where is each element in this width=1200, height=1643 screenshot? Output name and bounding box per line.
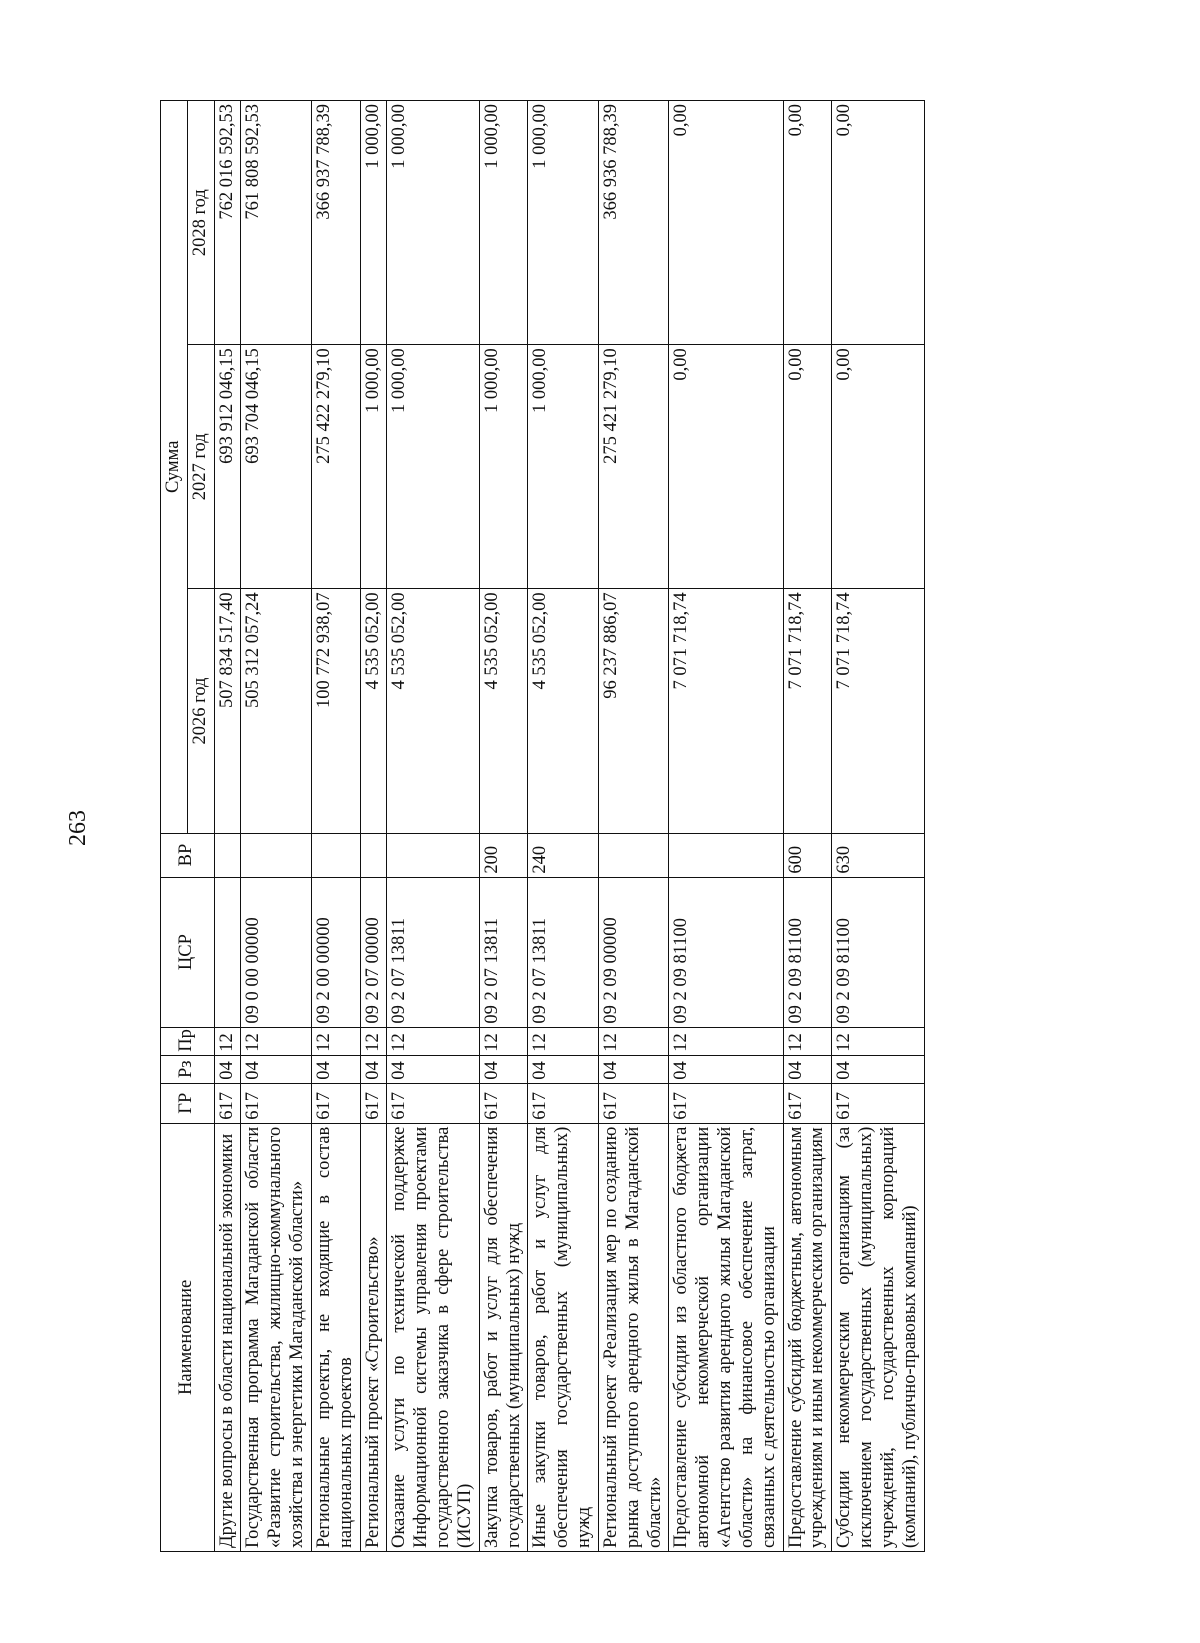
row-sum-2028: 366 937 788,39	[311, 101, 360, 345]
header-sum: Сумма	[161, 101, 188, 834]
row-vr	[214, 833, 241, 877]
page-number: 263	[65, 810, 91, 846]
row-sum-2026: 96 237 886,07	[598, 589, 668, 833]
row-vr: 200	[479, 833, 528, 877]
row-rz: 04	[214, 1055, 241, 1083]
row-csr	[214, 877, 241, 1027]
row-name: Субсидии некоммерческим организациям (за исключением государственных (муниципальных) учреждений, государственных корпораций (компаний), публично-правовых компаний)	[832, 1123, 924, 1551]
table-row	[479, 101, 528, 1552]
row-sum-2027: 0,00	[783, 345, 832, 589]
row-rz: 04	[387, 1055, 479, 1083]
row-csr: 09 2 09 81100	[669, 877, 783, 1027]
row-sum-2027: 1 000,00	[528, 345, 598, 589]
row-sum-2028: 1 000,00	[360, 101, 387, 345]
table-row	[214, 101, 241, 1552]
row-vr	[387, 833, 479, 877]
row-gr: 617	[214, 1083, 241, 1123]
header-rz: Рз	[161, 1055, 215, 1083]
header-year-2027: 2027 год	[187, 345, 214, 589]
budget-table	[160, 100, 925, 1552]
header-year-2028: 2028 год	[187, 101, 214, 345]
row-rz: 04	[783, 1055, 832, 1083]
row-gr: 617	[783, 1083, 832, 1123]
row-sum-2028: 0,00	[783, 101, 832, 345]
table-row	[669, 101, 783, 1552]
row-sum-2028: 0,00	[832, 101, 924, 345]
row-sum-2028: 1 000,00	[528, 101, 598, 345]
table-body	[214, 101, 924, 1552]
table-header	[161, 101, 215, 1552]
row-pr: 12	[783, 1027, 832, 1055]
row-vr: 630	[832, 833, 924, 877]
header-year-2026: 2026 год	[187, 589, 214, 833]
row-sum-2026: 4 535 052,00	[528, 589, 598, 833]
row-csr: 09 2 09 81100	[783, 877, 832, 1027]
row-rz: 04	[598, 1055, 668, 1083]
row-sum-2026: 507 834 517,40	[214, 589, 241, 833]
row-sum-2027: 1 000,00	[360, 345, 387, 589]
row-pr: 12	[241, 1027, 311, 1055]
row-sum-2026: 4 535 052,00	[360, 589, 387, 833]
row-gr: 617	[387, 1083, 479, 1123]
row-gr: 617	[669, 1083, 783, 1123]
row-sum-2026: 7 071 718,74	[832, 589, 924, 833]
table-row	[360, 101, 387, 1552]
row-pr: 12	[387, 1027, 479, 1055]
row-sum-2028: 0,00	[669, 101, 783, 345]
row-vr	[360, 833, 387, 877]
row-name: Другие вопросы в области национальной экономики	[214, 1123, 241, 1551]
row-vr	[311, 833, 360, 877]
row-rz: 04	[360, 1055, 387, 1083]
table-row	[311, 101, 360, 1552]
row-gr: 617	[479, 1083, 528, 1123]
row-sum-2026: 505 312 057,24	[241, 589, 311, 833]
row-vr	[598, 833, 668, 877]
row-rz: 04	[669, 1055, 783, 1083]
row-csr: 09 2 09 00000	[598, 877, 668, 1027]
row-vr: 600	[783, 833, 832, 877]
budget-table-container	[160, 100, 996, 1552]
table-row	[387, 101, 479, 1552]
header-gr: ГР	[161, 1083, 215, 1123]
row-sum-2027: 0,00	[669, 345, 783, 589]
table-row	[832, 101, 924, 1552]
row-gr: 617	[832, 1083, 924, 1123]
header-csr: ЦСР	[161, 877, 215, 1027]
row-pr: 12	[669, 1027, 783, 1055]
row-rz: 04	[832, 1055, 924, 1083]
row-pr: 12	[832, 1027, 924, 1055]
row-vr: 240	[528, 833, 598, 877]
row-csr: 09 2 07 13811	[479, 877, 528, 1027]
row-sum-2027: 693 704 046,15	[241, 345, 311, 589]
header-vr: ВР	[161, 833, 215, 877]
row-name: Иные закупки товаров, работ и услуг для обеспечения государственных (муниципальных) нужд	[528, 1123, 598, 1551]
row-pr: 12	[360, 1027, 387, 1055]
row-sum-2027: 275 421 279,10	[598, 345, 668, 589]
row-csr: 09 2 09 81100	[832, 877, 924, 1027]
row-name: Региональный проект «Строительство»	[360, 1123, 387, 1551]
row-csr: 09 2 00 00000	[311, 877, 360, 1027]
row-vr	[669, 833, 783, 877]
row-gr: 617	[360, 1083, 387, 1123]
row-gr: 617	[241, 1083, 311, 1123]
row-gr: 617	[528, 1083, 598, 1123]
table-row	[598, 101, 668, 1552]
row-name: Региональный проект «Реализация мер по созданию рынка доступного арендного жилья в Магаданской области»	[598, 1123, 668, 1551]
row-sum-2027: 1 000,00	[479, 345, 528, 589]
row-pr: 12	[214, 1027, 241, 1055]
row-vr	[241, 833, 311, 877]
row-pr: 12	[479, 1027, 528, 1055]
row-rz: 04	[311, 1055, 360, 1083]
row-pr: 12	[598, 1027, 668, 1055]
row-csr: 09 2 07 13811	[528, 877, 598, 1027]
row-sum-2027: 275 422 279,10	[311, 345, 360, 589]
row-sum-2026: 4 535 052,00	[479, 589, 528, 833]
table-row	[241, 101, 311, 1552]
row-name: Региональные проекты, не входящие в состав национальных проектов	[311, 1123, 360, 1551]
row-gr: 617	[598, 1083, 668, 1123]
row-sum-2028: 762 016 592,53	[214, 101, 241, 345]
row-sum-2027: 0,00	[832, 345, 924, 589]
row-pr: 12	[528, 1027, 598, 1055]
row-sum-2026: 7 071 718,74	[669, 589, 783, 833]
row-sum-2026: 7 071 718,74	[783, 589, 832, 833]
row-gr: 617	[311, 1083, 360, 1123]
header-name: Наименование	[161, 1123, 215, 1551]
row-rz: 04	[241, 1055, 311, 1083]
row-sum-2028: 761 808 592,53	[241, 101, 311, 345]
row-csr: 09 2 07 00000	[360, 877, 387, 1027]
table-row	[528, 101, 598, 1552]
row-rz: 04	[479, 1055, 528, 1083]
row-sum-2026: 100 772 938,07	[311, 589, 360, 833]
table-row	[783, 101, 832, 1552]
row-sum-2026: 4 535 052,00	[387, 589, 479, 833]
row-sum-2028: 1 000,00	[387, 101, 479, 345]
row-name: Закупка товаров, работ и услуг для обеспечения государственных (муниципальных) нужд	[479, 1123, 528, 1551]
row-name: Предоставление субсидии из областного бюджета автономной некоммерческой организации «Агентство развития арендного жилья Магаданской области» на финансовое обеспечение затрат, связанных с деятельностью организации	[669, 1123, 783, 1551]
row-sum-2028: 1 000,00	[479, 101, 528, 345]
row-csr: 09 2 07 13811	[387, 877, 479, 1027]
row-sum-2028: 366 936 788,39	[598, 101, 668, 345]
row-csr: 09 0 00 00000	[241, 877, 311, 1027]
row-sum-2027: 1 000,00	[387, 345, 479, 589]
row-pr: 12	[311, 1027, 360, 1055]
row-name: Предоставление субсидий бюджетным, автономным учреждениям и иным некоммерческим организациям	[783, 1123, 832, 1551]
header-pr: Пр	[161, 1027, 215, 1055]
row-name: Государственная программа Магаданской области «Развитие строительства, жилищно-коммунального хозяйства и энергетики Магаданской области»	[241, 1123, 311, 1551]
row-sum-2027: 693 912 046,15	[214, 345, 241, 589]
row-name: Оказание услуги по технической поддержке Информационной системы управления проектами государственного заказчика в сфере строительства (ИСУП)	[387, 1123, 479, 1551]
row-rz: 04	[528, 1055, 598, 1083]
